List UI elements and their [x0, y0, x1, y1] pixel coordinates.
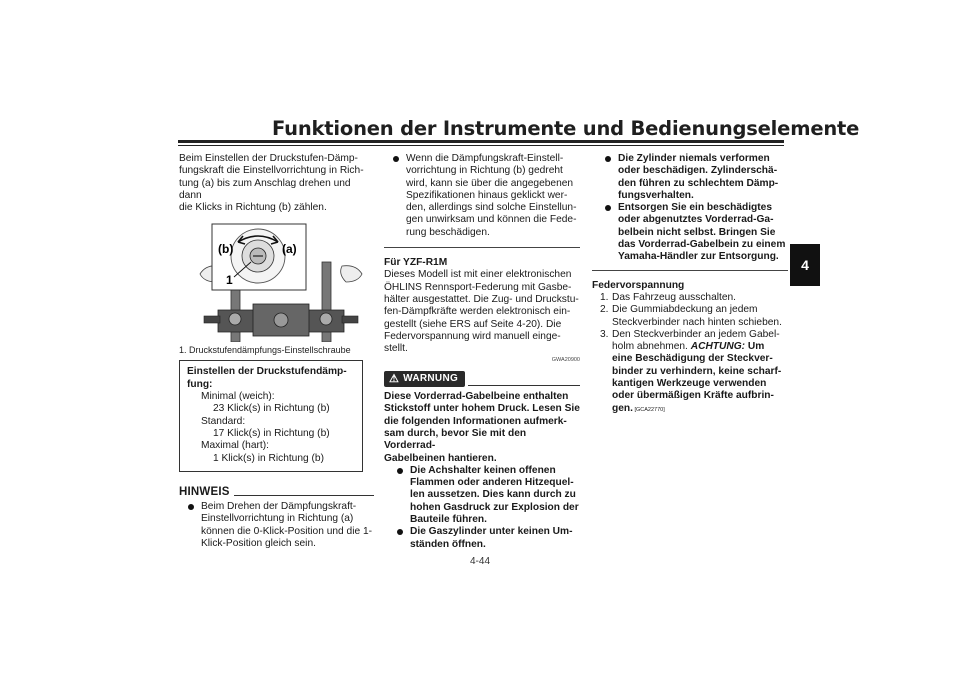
text-span: holm abnehmen.	[612, 341, 691, 353]
text-line: Den Steckverbinder an jedem Gabel-	[612, 328, 780, 340]
text-line: Beim Drehen der Dämpfungskraft-	[201, 501, 357, 513]
text-line: fungskraft die Einstellvorrichtung in Rich-	[179, 165, 364, 177]
text-line	[612, 341, 788, 353]
column-2	[384, 153, 580, 551]
spec-min-value: 23 Klick(s) in Richtung (b)	[213, 403, 330, 415]
text-line: Wenn die Dämpfungskraft-Einstell-	[406, 153, 564, 164]
text-line: kantigen Werkzeuge verwenden	[612, 378, 767, 390]
text-line: Stickstoff unter hohem Druck. Lesen Sie	[384, 403, 580, 415]
text-line: rung beschädigen.	[406, 226, 490, 238]
text-line: fungsverhalten.	[618, 189, 694, 201]
text-line: die Klicks in Richtung (b) zählen.	[179, 202, 327, 214]
text-line: eine Beschädigung der Steckver-	[612, 353, 773, 365]
warning-bullet	[592, 153, 788, 202]
spec-title: fung:	[187, 378, 213, 390]
section-rule	[384, 247, 580, 248]
warning-bullet	[384, 465, 580, 526]
text-line: wird, kann sie über die angegebenen	[406, 177, 574, 189]
text-line: Gabelbeinen hantieren.	[384, 452, 497, 464]
subheading-yzf-r1m: Für YZF-R1M	[384, 257, 448, 269]
text-line: Die Achshalter keinen offenen	[410, 464, 556, 476]
text-line: Entsorgen Sie ein beschädigtes	[618, 202, 772, 214]
step-item	[592, 304, 788, 329]
text-line: binder zu verhindern, keine scharf-	[612, 365, 782, 377]
text-line: Bauteile führen.	[410, 514, 487, 526]
page-number: 4-44	[469, 556, 490, 567]
column-1	[179, 153, 374, 550]
text-line: belbein nicht selbst. Bringen Sie	[618, 226, 776, 238]
text-line: gen unwirksam und können die Fede-	[406, 214, 577, 226]
handlebar-illustration	[198, 222, 364, 342]
text-line	[612, 403, 788, 416]
figure-label-a: (a)	[282, 242, 297, 257]
step-item	[592, 329, 788, 416]
figure-label-1: 1	[226, 273, 233, 288]
text-line: Yamaha-Händler zur Entsorgung.	[618, 251, 779, 263]
text-span: gen.	[612, 402, 633, 414]
hinweis-label: HINWEIS	[179, 485, 230, 498]
warning-end-rule	[592, 270, 788, 271]
text-line: Dieses Modell ist mit einer elektronischen	[384, 269, 572, 281]
text-line: können die 0-Klick-Position und die 1-	[201, 525, 373, 537]
text-line: gestellt (siehe ERS auf Seite 4-20). Die	[384, 318, 562, 330]
caution-code: [GCA22770]	[632, 406, 665, 413]
text-line: ÖHLINS Rennsport-Federung mit Gasbe-	[384, 281, 572, 293]
text-line: Steckverbinder nach hinten schieben.	[612, 316, 782, 328]
hinweis-heading	[179, 486, 374, 498]
text-line: Beim Einstellen der Druckstufen-Dämp-	[179, 153, 358, 164]
page-title: Funktionen der Instrumente und Bedienungselemente	[272, 117, 860, 140]
text-line: fen-Dämpfkräfte werden elektronisch ein-	[384, 306, 571, 318]
chapter-tab[interactable]: 4	[790, 244, 820, 286]
text-line: hohen Gasdruck zur Explosion der	[410, 501, 579, 513]
text-line: Diese Vorderrad-Gabelbeine enthalten	[384, 391, 569, 403]
text-line: tung (a) bis zum Anschlag drehen und dann	[179, 177, 351, 201]
text-line: Die Zylinder niemals verformen	[618, 153, 770, 164]
body-paragraph	[384, 269, 580, 355]
spec-max-label: Maximal (hart):	[201, 440, 269, 452]
text-line: oder übermäßigen Kräfte aufbrin-	[612, 390, 774, 402]
text-line: den, allerdings sind solche Einstellun-	[406, 202, 577, 214]
caution-word: ACHTUNG:	[690, 341, 746, 353]
warning-bullet	[384, 526, 580, 551]
step-number: 1.	[600, 291, 609, 303]
figure-caption: 1. Druckstufendämpfungs-Einstellschraube	[179, 345, 351, 356]
text-line: Spezifikationen hinaus geklickt wer-	[406, 189, 568, 201]
title-rule-thin	[178, 145, 784, 146]
hinweis-bullet-2	[384, 153, 580, 239]
text-line: ständen öffnen.	[410, 538, 486, 550]
spec-max-value: 1 Klick(s) in Richtung (b)	[213, 452, 324, 464]
text-span: Um	[745, 341, 765, 353]
spec-std-label: Standard:	[201, 415, 246, 427]
text-line: die folgenden Informationen aufmerk-	[384, 415, 567, 427]
text-line: vorrichtung in Richtung (b) gedreht	[406, 165, 563, 177]
title-rule	[178, 140, 784, 143]
fork-top-drawing	[198, 222, 364, 342]
text-line: Die Gummiabdeckung an jedem	[612, 304, 758, 316]
warning-bullet	[592, 202, 788, 263]
hinweis-rule	[234, 495, 374, 496]
spec-std-value: 17 Klick(s) in Richtung (b)	[213, 427, 330, 439]
warning-badge	[384, 371, 465, 387]
text-line: Einstellvorrichtung in Richtung (a)	[201, 513, 354, 525]
text-line: Federvorspannung wird manuell einge-	[384, 330, 561, 342]
hinweis-bullet	[179, 501, 374, 550]
warning-heading	[384, 371, 580, 387]
warning-code: GWA20900	[551, 357, 580, 364]
text-line: len aussetzen. Dies kann durch zu	[410, 489, 576, 501]
text-line: oder abgenutztes Vorderrad-Ga-	[618, 214, 774, 226]
warning-triangle-icon: ⚠	[389, 372, 400, 385]
warning-rule	[468, 385, 580, 386]
text-line: das Vorderrad-Gabelbein zu einem	[618, 239, 786, 251]
text-line: stellt.	[384, 343, 408, 355]
step-number: 2.	[600, 304, 609, 316]
text-line: Flammen oder anderen Hitzequel-	[410, 477, 574, 489]
text-line: sam durch, bevor Sie mit den Vorderrad-	[384, 427, 527, 452]
text-line: Die Gaszylinder unter keinen Um-	[410, 526, 573, 538]
warning-label: WARNUNG	[403, 372, 459, 384]
text-line: hälter ausgestattet. Die Zug- und Druckstu-	[384, 293, 579, 305]
step-number: 3.	[600, 328, 609, 340]
spec-title: Einstellen der Druckstufendämp-	[187, 366, 347, 378]
text-line: Das Fahrzeug ausschalten.	[612, 291, 737, 303]
intro-paragraph	[179, 153, 374, 214]
text-line: den führen zu schlechtem Dämp-	[618, 177, 779, 189]
step-item	[592, 292, 788, 304]
warning-text	[384, 391, 580, 465]
figure-label-b: (b)	[218, 242, 234, 257]
text-line: oder beschädigen. Zylinderschä-	[618, 165, 778, 177]
spec-box	[179, 360, 363, 471]
column-3	[592, 153, 788, 416]
text-line: Klick-Position gleich sein.	[201, 538, 316, 550]
spec-min-label: Minimal (weich):	[201, 391, 275, 403]
subheading-federvorspannung: Federvorspannung	[592, 279, 685, 291]
